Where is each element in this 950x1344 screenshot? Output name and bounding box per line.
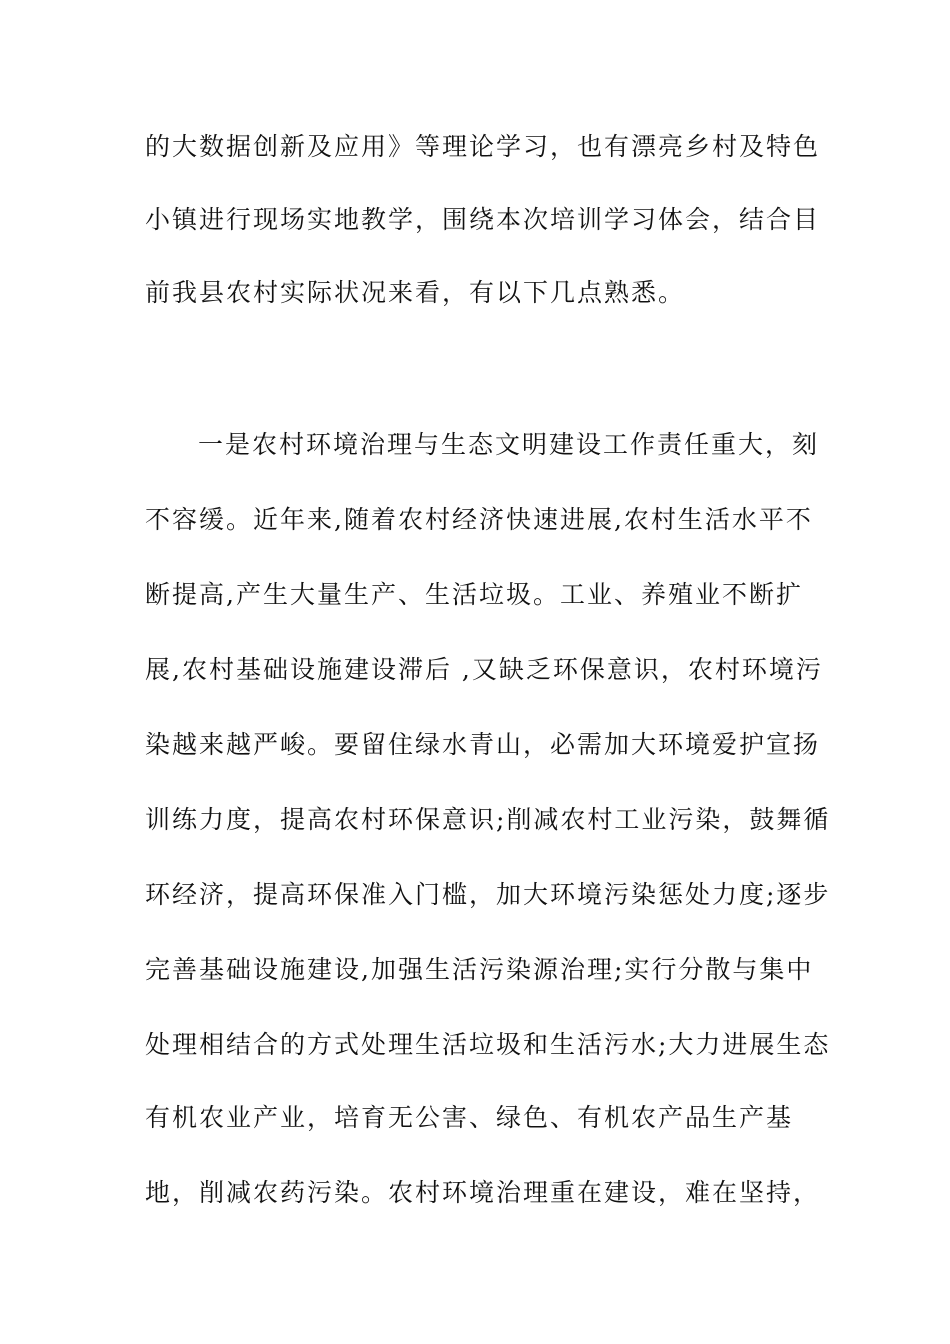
text-line: 训练力度，提高农村环保意识;削减农村工业污染，鼓舞循 <box>145 805 831 834</box>
text-line: 的大数据创新及应用》等理论学习，也有漂亮乡村及特色 <box>145 132 821 161</box>
text-line: 地，削减农药污染。农村环境治理重在建设，难在坚持， <box>145 1178 821 1207</box>
text-line: 完善基础设施建设,加强生活污染源治理;实行分散与集中 <box>145 955 814 984</box>
text-line: 环经济，提高环保准入门槛，加大环境污染惩处力度;逐步 <box>145 880 831 909</box>
text-line: 展,农村基础设施建设滞后 ,又缺乏环保意识，农村环境污 <box>145 655 823 684</box>
text-line: 有机农业产业，培育无公害、绿色、有机农产品生产基 <box>145 1103 794 1132</box>
text-line: 前我县农村实际状况来看，有以下几点熟悉。 <box>145 278 686 307</box>
text-line: 染越来越严峻。要留住绿水青山，必需加大环境爱护宣扬 <box>145 730 821 759</box>
text-line: 小镇进行现场实地教学，围绕本次培训学习体会，结合目 <box>145 205 821 234</box>
text-line: 一是农村环境治理与生态文明建设工作责任重大，刻 <box>198 430 820 459</box>
text-line: 断提高,产生大量生产、生活垃圾。工业、养殖业不断扩 <box>145 580 803 609</box>
text-line: 处理相结合的方式处理生活垃圾和生活污水;大力进展生态 <box>145 1030 831 1059</box>
text-line: 不容缓。近年来,随着农村经济快速进展,农村生活水平不 <box>145 505 813 534</box>
